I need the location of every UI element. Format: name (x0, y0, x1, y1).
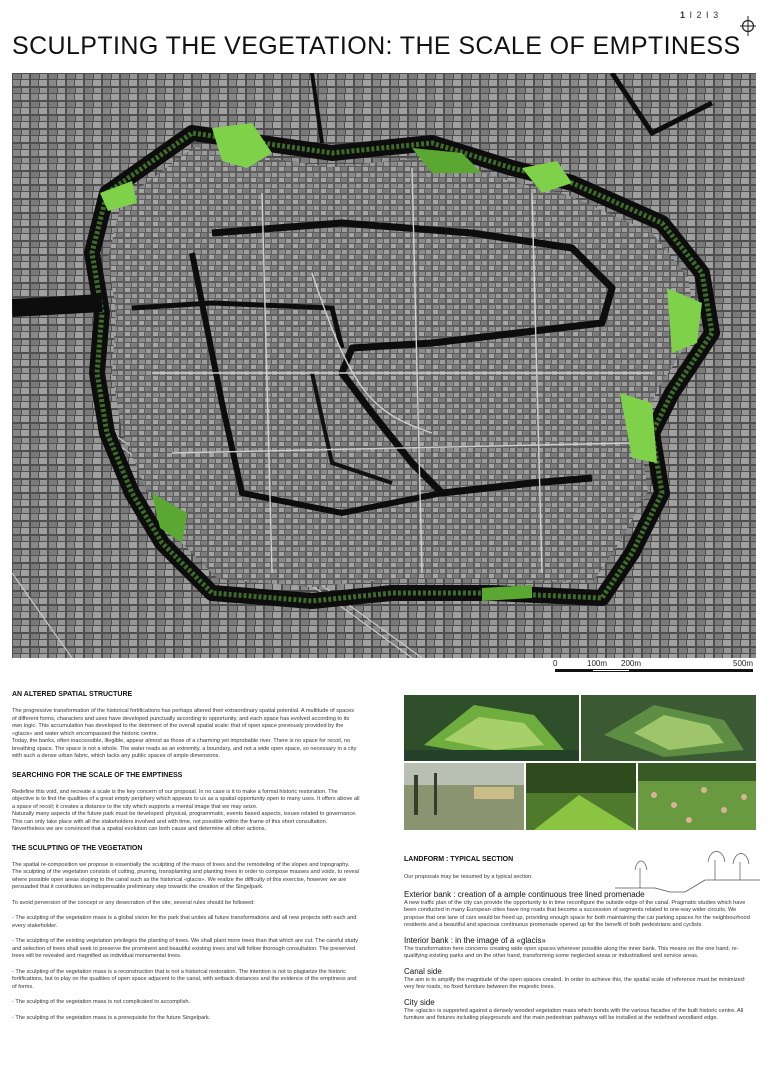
scale-label-500: 500m (733, 659, 754, 668)
heading-sculpting-vegetation: THE SCULPTING OF THE VEGETATION (12, 844, 143, 852)
scale-segment (593, 669, 629, 672)
scale-label-100: 100m (587, 659, 608, 668)
subheading-city-side: City side (404, 997, 435, 1007)
photo-fortress-aerial (404, 695, 579, 761)
heading-searching-scale: SEARCHING FOR THE SCALE OF THE EMPTINESS (12, 771, 183, 779)
map-scale-bar (553, 659, 758, 679)
map-graphic (12, 73, 756, 658)
rule-item: - The sculpting of the vegetation mass is a global vision for the park that unites all future transformations and all new projects with each and every stakeholder. (12, 915, 357, 929)
photo-star-fort (581, 695, 756, 761)
subheading-interior-bank: Interior bank : in the image of a «glacis» (404, 935, 546, 945)
right-text-column (404, 855, 756, 1023)
rule-item: - The sculpting of the existing vegetation privileges the planting of trees. We shall plant more trees than that which are cut. The careful study and selection of trees shall seek to preserve the prominent and beautiful existing trees and will follow thorough consultation. The preserved trees will be revealed and magnified as individual monumental trees. (12, 938, 359, 959)
rule-item: - The sculpting of the vegetation mass is not complicated to accomplish. (12, 999, 191, 1005)
page-2-link[interactable]: 2 (696, 10, 703, 20)
left-text-column (12, 690, 360, 1022)
heading-altered-structure: AN ALTERED SPATIAL STRUCTURE (12, 691, 133, 698)
paragraph: The transformation here concerns creating wide open spaces wherever possible along the inner bank. This means on the one hand, re-qualifying existing parks and on the other hand, transforming some neglected areas or industrialised and service areas. (404, 945, 739, 959)
scale-label-0: 0 (553, 659, 558, 668)
aerial-map (12, 73, 756, 658)
heading-landform: LANDFORM : TYPICAL SECTION (404, 856, 514, 863)
photo-sunbathers (638, 763, 756, 830)
page-sep: I (686, 10, 697, 20)
scale-segment (629, 669, 753, 672)
rule-item: - The sculpting of the vegetation mass is a prerequisite for the future Singelpark. (12, 1014, 211, 1021)
paragraph: The aim is to amplify the magnitude of the open spaces created. In order to achieve this, the spatial scale of reference must be minimized: very few roads, no fixed furniture between the majestic trees. (404, 976, 746, 990)
page-3-link[interactable]: 3 (713, 10, 720, 20)
paragraph: Our proposals may be resumed by a typical section. (404, 874, 533, 880)
photo-trees-building (404, 763, 524, 830)
paragraph: A new traffic plan of the city can provide the opportunity to in time reconfigure the outside edge of the canal. Pragmatic studies which have been conducted in many European cities have ring roads that become a succession of segments related to one-way wider circuits. We propose that one lane of cars would be freed up, providing enough space for both maintaining the car parking spaces for the neighbourhood residents and a beautiful and spacious continuous promenade opened up for the benefit of both pedestrians and cyclists. (404, 899, 750, 928)
paragraph: The «glacis» is supported against a densely wooded vegetation mass which bonds with the various facades of the built historic centre. All furniture and fixtures including playgrounds and the main pedestrian pathways will be installed at the redefined woodland edge. (404, 1007, 744, 1021)
paragraph: Naturally many aspects of the future park must be developed: physical, programmatic, events based aspects, issues related to governance. This can only take place with all the stakeholders involved and with time, not possible within the frame of this short consultation. Nevertheless we are convinced that a spatial evolution can both cause and determine all other actions. (12, 811, 357, 832)
paragraph: Redefine this void, and recreate a scale is the key concern of our proposal. In no case is it to make a formal historic restoration. The objective is to find the qualities of a great empty periphery which appears to us as a spatial opportunity open to many uses. It offers above all a space of recoil; it creates a distance to the city which supports a mental image that we may seize. (12, 788, 360, 810)
paragraph: Today, the banks, often inaccessible, illegible, appear almost as those of a charming yet improbable river. There is no space for recoil, no breathing space. The space is not a whole. The water reads as an extremity, a boundary, and not a wide open space, so necessary in a city with such a dense urban fabric, which lacks any public spaces of ample dimensions. (12, 738, 357, 759)
subheading-exterior-bank: Exterior bank : creation of a ample continuous tree lined promenade (404, 889, 645, 899)
crosshair-icon (740, 12, 756, 36)
page-title: SCULPTING THE VEGETATION: THE SCALE OF EMPTINESS (12, 32, 741, 60)
paragraph: The spatial re-composition we propose is essentially the sculpting of the mass of trees and the remodeling of the slopes and topography. The sculpting of the vegetation consists of cutting, pruning, transplanting and planting trees in order to compose masses and voids, to reveal where possible open areas sloping to the canal such as the historical «glacis». We realize the difficulty of this exercise, however we are persuaded that it constitutes an indispensable preliminary step towards the creation of the Singelpark. (12, 861, 360, 890)
rule-item: - The sculpting of the vegetation mass is a reconstruction that is not a historical restoration. The intention is not to plagiarize the historic fortifications, but to play on the qualities of open space adjacent to the canal, with setback distances and the evidence of the emptiness and of forms. (12, 968, 357, 990)
scale-segment (555, 669, 593, 672)
paragraph: To avoid perversion of the concept or any desecration of the site, several rules should be followed: (12, 899, 255, 906)
paragraph: The progressive transformation of the historical fortifications has perhaps altered their extraordinary spatial potential. A multitude of spaces of different forms, characters and uses have developed punctually according to opportunity, and each space has evolved according to its own logic. This accumulation has developed to the detriment of the overall spatial scale: that of open space previously provided by the «glacis» and water which encompassed the historic centre. (12, 708, 355, 737)
photo-green-lawn (526, 763, 636, 830)
subheading-canal-side: Canal side (404, 966, 442, 976)
page-indicator (680, 10, 719, 20)
page-sep: I (702, 10, 714, 20)
photo-collage (404, 695, 756, 830)
page-current[interactable]: 1 (680, 10, 687, 20)
scale-label-200: 200m (621, 659, 642, 668)
